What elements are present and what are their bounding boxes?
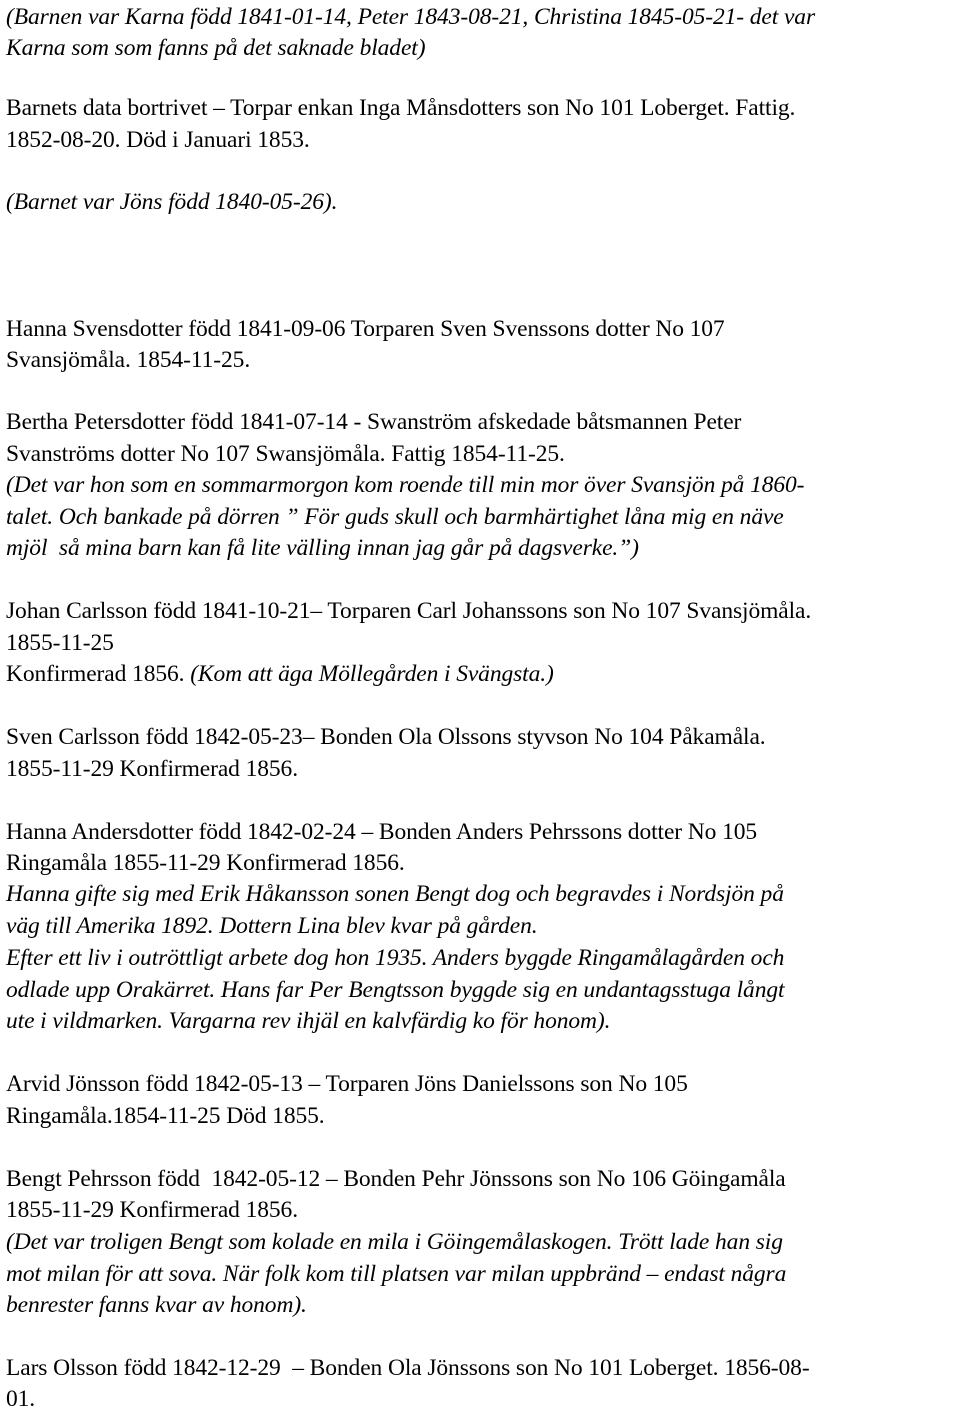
text-segment: (Kom att äga Möllegården i Svängsta.) xyxy=(190,661,554,687)
text-segment: Konfirmerad 1856. xyxy=(6,661,185,687)
text-line: Johan Carlsson född 1841-10-21– Torparen Carl Johanssons son No 107 Svansjömåla. xyxy=(6,598,812,624)
text-line: Ringamåla 1855-11-29 Konfirmerad 1856. xyxy=(6,850,405,876)
text-line: Efter ett liv i outröttligt arbete dog hon 1935. Anders byggde Ringamålagården och xyxy=(6,945,785,971)
text-line: Lars Olsson född 1842-12-29 – Bonden Ola Jönssons son No 101 Loberget. 1856-08- xyxy=(6,1355,810,1381)
text-line: 1852-08-20. Död i Januari 1853. xyxy=(6,127,310,153)
text-line: Svansjömåla. 1854-11-25. xyxy=(6,347,251,373)
text-line: mjöl så mina barn kan få lite välling innan jag går på dagsverke.”) xyxy=(6,535,639,561)
text-line: 1855-11-25 xyxy=(6,630,114,656)
text-line: Bengt Pehrsson född 1842-05-12 – Bonden Pehr Jönssons son No 106 Göingamåla xyxy=(6,1166,786,1192)
text-line: mot milan för att sova. När folk kom till platsen var milan uppbränd – endast några xyxy=(6,1261,787,1287)
text-line: Karna som som fanns på det saknade bladet) xyxy=(6,35,426,61)
text-line: Arvid Jönsson född 1842-05-13 – Torparen Jöns Danielssons son No 105 xyxy=(6,1071,688,1097)
text-line: Hanna gifte sig med Erik Håkansson sonen Bengt dog och begravdes i Nordsjön på xyxy=(6,881,784,907)
text-line: benrester fanns kvar av honom). xyxy=(6,1292,307,1318)
text-line: 1855-11-29 Konfirmerad 1856. xyxy=(6,756,298,782)
text-line: Sven Carlsson född 1842-05-23– Bonden Ola Olssons styvson No 104 Påkamåla. xyxy=(6,724,766,750)
text-line: odlade upp Orakärret. Hans far Per Bengtsson byggde sig en undantagsstuga långt xyxy=(6,977,785,1003)
text-line: (Barnet var Jöns född 1840-05-26). xyxy=(6,189,338,215)
text-line: väg till Amerika 1892. Dottern Lina blev kvar på gården. xyxy=(6,913,538,939)
text-line: Barnets data bortrivet – Torpar enkan Inga Månsdotters son No 101 Loberget. Fattig. xyxy=(6,95,796,121)
text-line: Ringamåla.1854-11-25 Död 1855. xyxy=(6,1103,325,1129)
text-line: Hanna Andersdotter född 1842-02-24 – Bonden Anders Pehrssons dotter No 105 xyxy=(6,819,758,845)
text-line: (Barnen var Karna född 1841-01-14, Peter 1843-08-21, Christina 1845-05-21- det var xyxy=(6,4,815,30)
text-line: 01. xyxy=(6,1386,36,1412)
text-line: (Det var hon som en sommarmorgon kom roende till min mor över Svansjön på 1860- xyxy=(6,472,805,498)
text-line: 1855-11-29 Konfirmerad 1856. xyxy=(6,1197,298,1223)
text-line: Hanna Svensdotter född 1841-09-06 Torparen Sven Svenssons dotter No 107 xyxy=(6,316,725,342)
text-line: Svanströms dotter No 107 Swansjömåla. Fattig 1854-11-25. xyxy=(6,441,565,467)
text-line: (Det var troligen Bengt som kolade en mila i Göingemålaskogen. Trött lade han sig xyxy=(6,1229,783,1255)
text-line xyxy=(6,659,554,690)
text-line: Bertha Petersdotter född 1841-07-14 - Swanström afskedade båtsmannen Peter xyxy=(6,409,742,435)
text-line: ute i vildmarken. Vargarna rev ihjäl en kalvfärdig ko för honom). xyxy=(6,1008,611,1034)
text-line: talet. Och bankade på dörren ” För guds skull och barmhärtighet låna mig en näve xyxy=(6,504,784,530)
